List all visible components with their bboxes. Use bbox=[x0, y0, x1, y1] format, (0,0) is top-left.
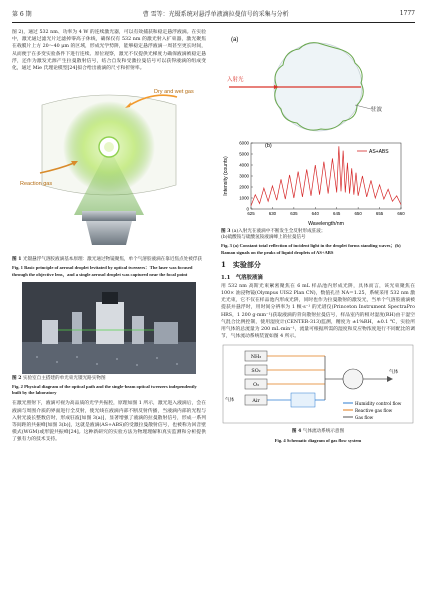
figure-4-caption-cn bbox=[221, 429, 415, 435]
figure-1-caption-cn bbox=[12, 257, 206, 263]
air-label: Air bbox=[252, 399, 260, 405]
gas-inlet-label: 气体 bbox=[225, 398, 235, 404]
gas-outlet-label: 气体 bbox=[389, 370, 399, 376]
y-tick-label: 6000 bbox=[239, 140, 249, 146]
figure-2-caption-cn bbox=[12, 376, 206, 382]
series-line-as-abs bbox=[251, 146, 401, 205]
x-tick-label: 625 bbox=[247, 211, 255, 216]
reaction-gas-label: Reaction gas bbox=[20, 181, 53, 188]
figure-2-caption-en-text: Physical diagram of the optical path and the single-beam optical tweezers independently built by the laboratory bbox=[12, 384, 197, 396]
x-tick-label: 640 bbox=[311, 211, 319, 216]
figure-4 bbox=[221, 343, 415, 427]
figure-2-label-cn: 图 2 bbox=[12, 375, 22, 381]
figure-1-illustration bbox=[12, 75, 206, 255]
figure-1 bbox=[12, 75, 206, 255]
figure-4-caption-cn-text: 气体流动系统示意图 bbox=[302, 429, 345, 435]
legend-label: AS+ABS bbox=[369, 149, 389, 155]
y-tick-label: 1000 bbox=[239, 195, 249, 201]
camera-module bbox=[102, 292, 118, 304]
incident-light-label: 入射光 bbox=[227, 77, 244, 83]
figure-4-caption-en bbox=[221, 438, 415, 444]
y-axis-label: Intensity (counts) bbox=[223, 156, 229, 196]
header-rule bbox=[12, 22, 415, 23]
figure-2-caption-cn-text: 实验室自主搭建的单光束光镊光路实物图 bbox=[22, 375, 106, 381]
sample-chamber bbox=[343, 369, 363, 389]
standing-wave-label: 驻波 bbox=[371, 107, 383, 113]
optical-table bbox=[22, 342, 196, 374]
running-header bbox=[12, 6, 415, 20]
droplet-core bbox=[104, 142, 114, 152]
legend-gas-label: Gas flow bbox=[355, 415, 374, 421]
figure-3-caption-en-text: (a) Constant total reflection of incident light in the droplet forms standing waves；(b) Raman signals on the peaks of liquid droplets of AS+ABS bbox=[221, 243, 401, 255]
microscope-body bbox=[96, 302, 124, 344]
x-tick-label: 650 bbox=[354, 211, 362, 216]
post-holder-1 bbox=[72, 312, 82, 344]
laser-housing bbox=[154, 322, 178, 344]
paragraph-intro: 图 2)，通过 532 nm、功率为 4 W 的连续激光器，可以有效捕获和稳定悬浮液滴。在实验中，激光通过滤光片过滤掉零高子休线，确保仅有 532 nm 的激光射入扩束器，激光聚焦在载膜片上方 20～40 μm 的区域，形成光学势阱，能够稳定悬浮液滴一周甚至更长时间，从而便于在多变实验条件下进行连续、原位观察，激光不仅提供光梯度力确保液滴被稳定悬浮，还作为激发光源产生拉曼散射信号，结合自发和受激拉曼信号可以获得液滴的组成变化，通过 Mie 氏理论模型[24]拟合给出液滴的尺寸和折射率。 bbox=[12, 30, 206, 72]
y-tick-label: 5000 bbox=[239, 151, 249, 157]
figure-1-label-cn: 图 1 bbox=[12, 257, 22, 263]
figure-3-label-cn: 图 3 bbox=[221, 229, 231, 234]
y-tick-label: 3000 bbox=[239, 173, 249, 179]
figure-3-caption-cn-line1: (a)入射光在液滴中不断发生全反射形成驻波； bbox=[231, 229, 326, 234]
figure-3a-panel-label: (a) bbox=[231, 37, 239, 43]
x-tick-label: 630 bbox=[268, 211, 277, 216]
paragraph-methods: 用 532 nm 高斯光束紧密聚焦在 6 mL 样品池内形成光阱，具体而言，该光束聚焦在 100× 油浸物镜(Olympus UIS2 Plan CN)，数值孔径 NA＝1.25，系统采用 532 nm 激光光束，它不仅在样品池内形成光阱，同时也作为拉曼散射的激发光，当单个气溶胶液滴被提获并悬浮时，用时间分辨率为 1 帧·s⁻¹ 的光谱仪(Princeton Instrument SpectraPro HRS，1 200 g·mm⁻¹)获取液滴的背向散射拉曼信号，样品室内的相对湿度(RH)由干湿空气混合比例控制，使用湿度计(CENTER-313)监测，精度为 ±1%RH，±0.1 ℃，实验所用气体的总流量为 200 mL·min⁻¹，流量可根据所需的湿度和反应物浓度进行不同配比的调节，气体流动系统装置如图 4 所示。 bbox=[221, 283, 415, 340]
right-column bbox=[221, 29, 415, 448]
issue-number: 第 6 期 bbox=[12, 10, 32, 18]
figure-3-caption-cn bbox=[221, 229, 415, 241]
figure-1-caption-cn-text: 光镊悬浮气溶胶液滴基本原理：激光通过物镜聚焦，单个气溶胶液滴在靠近焦点处被俘获 bbox=[22, 257, 203, 263]
figure-1-caption-en bbox=[12, 265, 206, 277]
x-axis-label: Wavelength/nm bbox=[308, 221, 344, 227]
figure-3a bbox=[221, 29, 415, 139]
running-title: 曹 雪等：光镊系统对悬浮单液滴拉曼信号的采集与分析 bbox=[142, 10, 289, 18]
figure-4-label-en: Fig. 4 bbox=[274, 437, 286, 443]
page-number: 1777 bbox=[399, 9, 415, 17]
x-tick-label: 635 bbox=[290, 211, 298, 216]
figure-1-label-en: Fig. 1 bbox=[12, 265, 23, 271]
y-tick-label: 4000 bbox=[239, 162, 249, 168]
figure-3-caption-cn-line2: (b)硫酸铵与硫酸氢铵液滴峰上的拉曼信号 bbox=[221, 235, 306, 241]
figure-2 bbox=[12, 282, 206, 374]
figure-3b-panel-label: (b) bbox=[265, 143, 272, 149]
so2-label: SO₂ bbox=[251, 369, 261, 375]
figure-4-caption-en-text: Schematic diagram of gas flow system bbox=[286, 437, 362, 443]
x-tick-label: 655 bbox=[375, 211, 384, 216]
x-tick-label: 645 bbox=[333, 211, 341, 216]
figure-2-photo bbox=[12, 282, 206, 374]
figure-4-label-cn: 图 4 bbox=[291, 429, 302, 435]
o3-label: O₃ bbox=[253, 383, 259, 389]
figure-3b bbox=[221, 139, 415, 227]
section-heading-experimental: 1 实验部分 bbox=[221, 259, 261, 269]
x-axis-ticks bbox=[247, 207, 405, 216]
figure-3-caption-en bbox=[221, 243, 415, 255]
humidifier-box bbox=[291, 393, 315, 407]
figure-2-caption-en bbox=[12, 384, 206, 396]
figure-1-caption-en-text: Basic principle of aerosol droplet levitated by optical tweezers：The laser was focused through the objective lens，and a single aerosol droplet was captured near the focal point bbox=[12, 265, 193, 277]
legend-reactive-label: Reactive gas flow bbox=[355, 408, 393, 414]
figure-3a-diagram bbox=[221, 29, 415, 139]
y-tick-label: 2000 bbox=[239, 184, 249, 190]
figure-2-label-en: Fig. 2 bbox=[12, 384, 23, 390]
mirror-mount-1 bbox=[42, 320, 58, 344]
y-tick-label: 0 bbox=[246, 206, 249, 212]
left-column bbox=[12, 29, 206, 447]
figure-3b-chart bbox=[221, 139, 415, 227]
nh3-label: NH₃ bbox=[250, 355, 262, 361]
dry-wet-gas-label: Dry and wet gas bbox=[154, 89, 194, 96]
x-tick-label: 660 bbox=[397, 211, 405, 216]
subsection-heading-aerosol: 1.1 气溶胶液滴 bbox=[221, 274, 263, 281]
objective-lens-body bbox=[86, 221, 132, 245]
legend-humidity-label: Humidity control flow bbox=[355, 401, 402, 407]
objective-lens-top bbox=[82, 211, 136, 221]
figure-3-label-en: Fig. 3 bbox=[221, 243, 232, 249]
paragraph-resonance: 在激光照射下，液滴可视为高品质的光学共振腔，原理如图 1 所示，激光进入液滴后，会在液滴与周围介质的界面进行全反射，使光线在液滴内部不断反射传播，当液滴内部的光程与入射光波长整数倍时，形成驻波[如图 3(a)]，显著增强了液滴的拉曼散射信号，形成一系列等间距的共振峰[如图 3(b)]，这就是液滴(AS+ABS)的受激拉曼散射信号，也被称为回音壁模式(WGM)或形貌共振峰[24]。这种新研究的实验方法为物理理解和真实监测和分析提供了强有力的技术支持。 bbox=[12, 401, 206, 443]
figure-4-diagram bbox=[221, 343, 415, 427]
